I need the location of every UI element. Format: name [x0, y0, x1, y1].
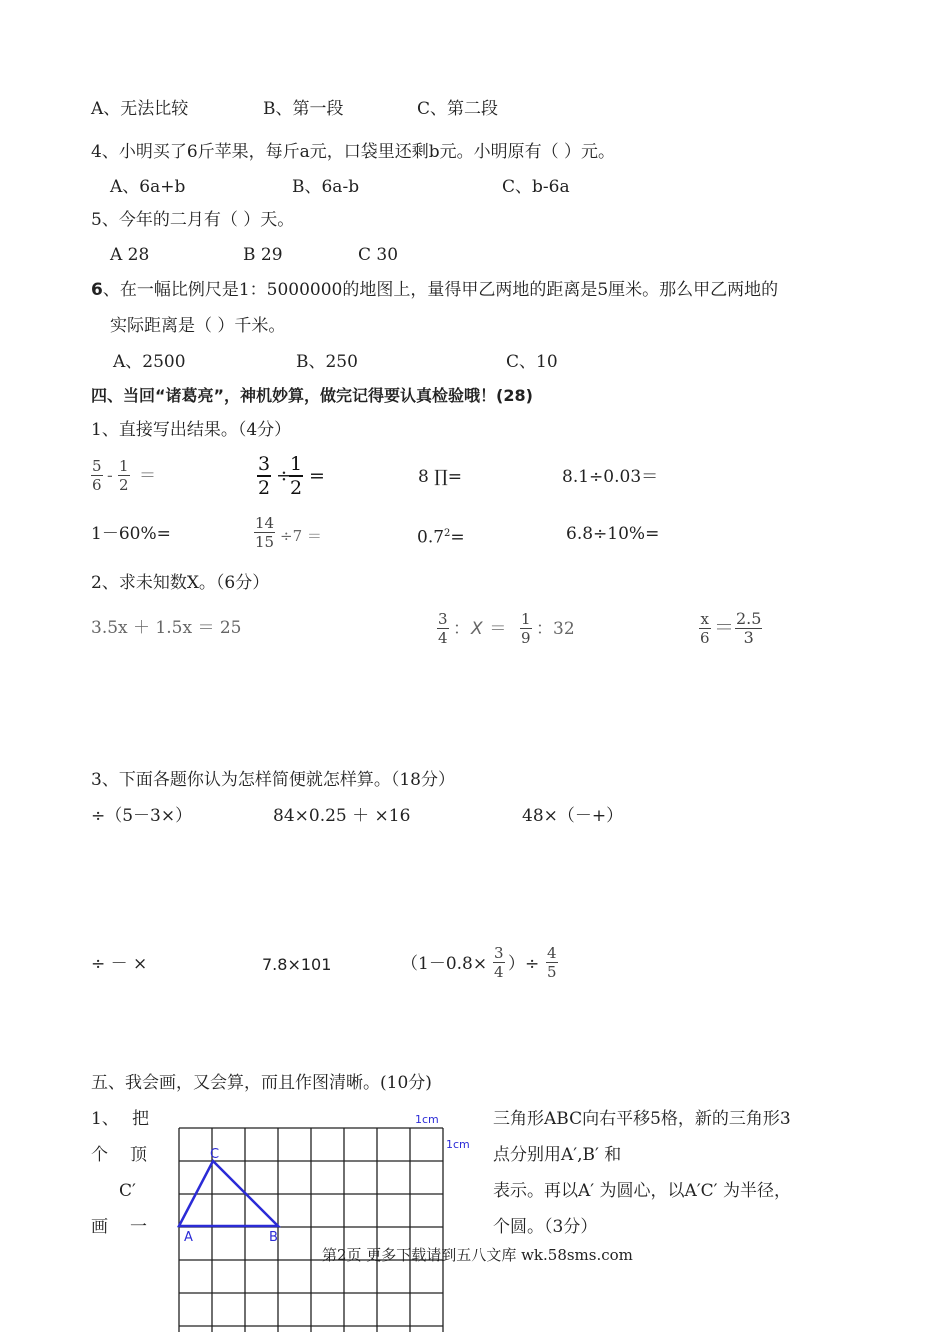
q3-option-a: A、无法比较: [91, 99, 189, 119]
denominator: 6: [92, 476, 102, 494]
q5-text: 5、今年的二月有（ ）天。: [91, 210, 295, 230]
numerator: 1: [290, 453, 303, 475]
numerator: x: [700, 610, 709, 628]
expr-3-4: ÷ － ×: [91, 954, 148, 974]
q4-option-c: C、b-6a: [502, 177, 570, 197]
grid-unit-right: 1cm: [446, 1138, 470, 1151]
fraction-1-9: [520, 610, 532, 647]
s5-right-1: 三角形ABC向右平移5格，新的三角形3: [493, 1109, 791, 1129]
fraction-3-4: [493, 944, 505, 981]
equals-sign: ＝: [714, 615, 734, 639]
fraction-3-2: [257, 453, 271, 499]
q6-text-line2: 实际距离是（ ）千米。: [110, 316, 286, 336]
grid-figure: [170, 1110, 490, 1332]
expr-1-minus-60pct: 1－60%=: [91, 524, 171, 544]
expr-3-6-prefix: （1－0.8×: [401, 954, 488, 974]
expr-3-6-mid: ）÷: [508, 954, 540, 974]
q6-option-b: B、250: [296, 352, 358, 372]
s5-left-2a: 个: [91, 1145, 108, 1165]
equation-1: 3.5x ＋ 1.5x ＝ 25: [91, 618, 242, 638]
fraction-1-2-big: [289, 453, 303, 499]
fraction-5-6: [91, 457, 103, 494]
q4-option-b: B、6a-b: [292, 177, 360, 197]
expr-div-7: ÷7 ＝: [280, 527, 322, 545]
fraction-x-6: [699, 610, 711, 647]
equals-sign: ＝: [139, 466, 156, 486]
numerator: 2.5: [736, 609, 762, 628]
vertex-label-b: B: [269, 1230, 278, 1245]
denominator: 3: [743, 628, 754, 647]
exponent: 2: [444, 528, 451, 539]
fraction-1-2: [118, 457, 130, 494]
expr-3-2: 84×0.25 ＋ ×16: [273, 806, 411, 826]
denominator: 9: [521, 629, 531, 647]
fraction-4-5: [546, 944, 558, 981]
numerator: 1: [119, 457, 129, 475]
q4-option-a: A、6a+b: [110, 177, 186, 197]
expr-3-3: 48×（－+）: [522, 806, 624, 826]
fraction-14-15: [254, 514, 275, 551]
denominator: 4: [494, 963, 504, 981]
denominator: 4: [438, 629, 448, 647]
section4-part2-label: 2、求未知数X。（6分）: [91, 573, 270, 593]
expr-3-5: 7.8×101: [262, 955, 332, 974]
denominator: 2: [258, 477, 271, 499]
expr-6.8-div-10pct: 6.8÷10%=: [566, 524, 660, 544]
denominator: 5: [547, 963, 557, 981]
q3-option-b: B、第一段: [263, 99, 344, 119]
numerator: 14: [255, 514, 275, 532]
vertex-label-c: C: [210, 1147, 220, 1162]
vertex-label-a: A: [184, 1230, 193, 1245]
q6-option-a: A、2500: [113, 352, 186, 372]
page-footer: 第2页 更多下载请到五八文库 wk.58sms.com: [322, 1246, 633, 1264]
expr-0.7-squared: [417, 524, 465, 548]
ratio-32: ：32: [536, 619, 575, 639]
fraction-2.5-3: [735, 610, 762, 647]
expr-8-pi: 8 ∏=: [418, 467, 462, 487]
denominator: 2: [290, 477, 303, 499]
base: 0.7: [417, 527, 445, 548]
equals-sign: ＝: [484, 619, 512, 639]
q3-option-c: C、第二段: [417, 99, 499, 119]
numerator: 5: [92, 457, 102, 475]
s5-left-4a: 画: [91, 1217, 108, 1237]
s5-right-4: 个圆。（3分）: [493, 1217, 598, 1237]
grid-unit-top: 1cm: [415, 1113, 439, 1126]
section5-title: 五、我会画，又会算，而且作图清晰。(10分): [91, 1073, 432, 1093]
equals: =: [450, 527, 465, 548]
q5-option-a: A 28: [110, 245, 150, 265]
minus-sign: -: [107, 466, 113, 486]
divide-sign: ÷: [276, 465, 292, 487]
section4-part3-label: 3、下面各题你认为怎样简便就怎样算。（18分）: [91, 770, 455, 790]
q6-option-c: C、10: [506, 352, 558, 372]
numerator: 3: [494, 944, 504, 962]
s5-right-3: 表示。再以A′ 为圆心，以A′C′ 为半径，: [493, 1181, 791, 1201]
q5-option-b: B 29: [243, 245, 283, 265]
numerator: 4: [547, 944, 557, 962]
denominator: 15: [255, 533, 275, 551]
section4-title: 四、当回“诸葛亮”，神机妙算，做完记得要认真检验哦！(28): [91, 386, 533, 405]
q5-option-c: C 30: [358, 245, 399, 265]
denominator: 2: [119, 476, 129, 494]
equals-sign: =: [309, 465, 325, 487]
q6-text: [91, 280, 778, 300]
q4-text: 4、小明买了6斤苹果，每斤a元，口袋里还剩b元。小明原有（ ）元。: [91, 142, 616, 162]
s5-left-4b: 一: [130, 1217, 147, 1237]
expr-8.1-div-0.03: 8.1÷0.03＝: [562, 467, 659, 487]
fraction-3-4: [437, 610, 449, 647]
s5-right-2: 点分别用A′,B′ 和: [493, 1145, 622, 1165]
q6-number: 6: [91, 280, 103, 300]
unknown-x: X: [471, 619, 483, 639]
section4-part1-label: 1、直接写出结果。（4分）: [91, 420, 292, 440]
numerator: 3: [438, 610, 448, 628]
s5-left-3: C′: [119, 1181, 136, 1201]
s5-left-1a: 1、: [91, 1109, 119, 1129]
ratio-colon: ：: [453, 619, 470, 639]
expr-3-1: ÷（5－3×）: [91, 806, 193, 826]
denominator: 6: [700, 629, 710, 647]
s5-left-2b: 顶: [130, 1145, 147, 1165]
s5-left-1b: 把: [132, 1109, 149, 1129]
q6-body: 、在一幅比例尺是1：5000000的地图上，量得甲乙两地的距离是5厘米。那么甲乙两地的: [102, 280, 779, 300]
numerator: 3: [258, 453, 271, 475]
numerator: 1: [521, 610, 531, 628]
